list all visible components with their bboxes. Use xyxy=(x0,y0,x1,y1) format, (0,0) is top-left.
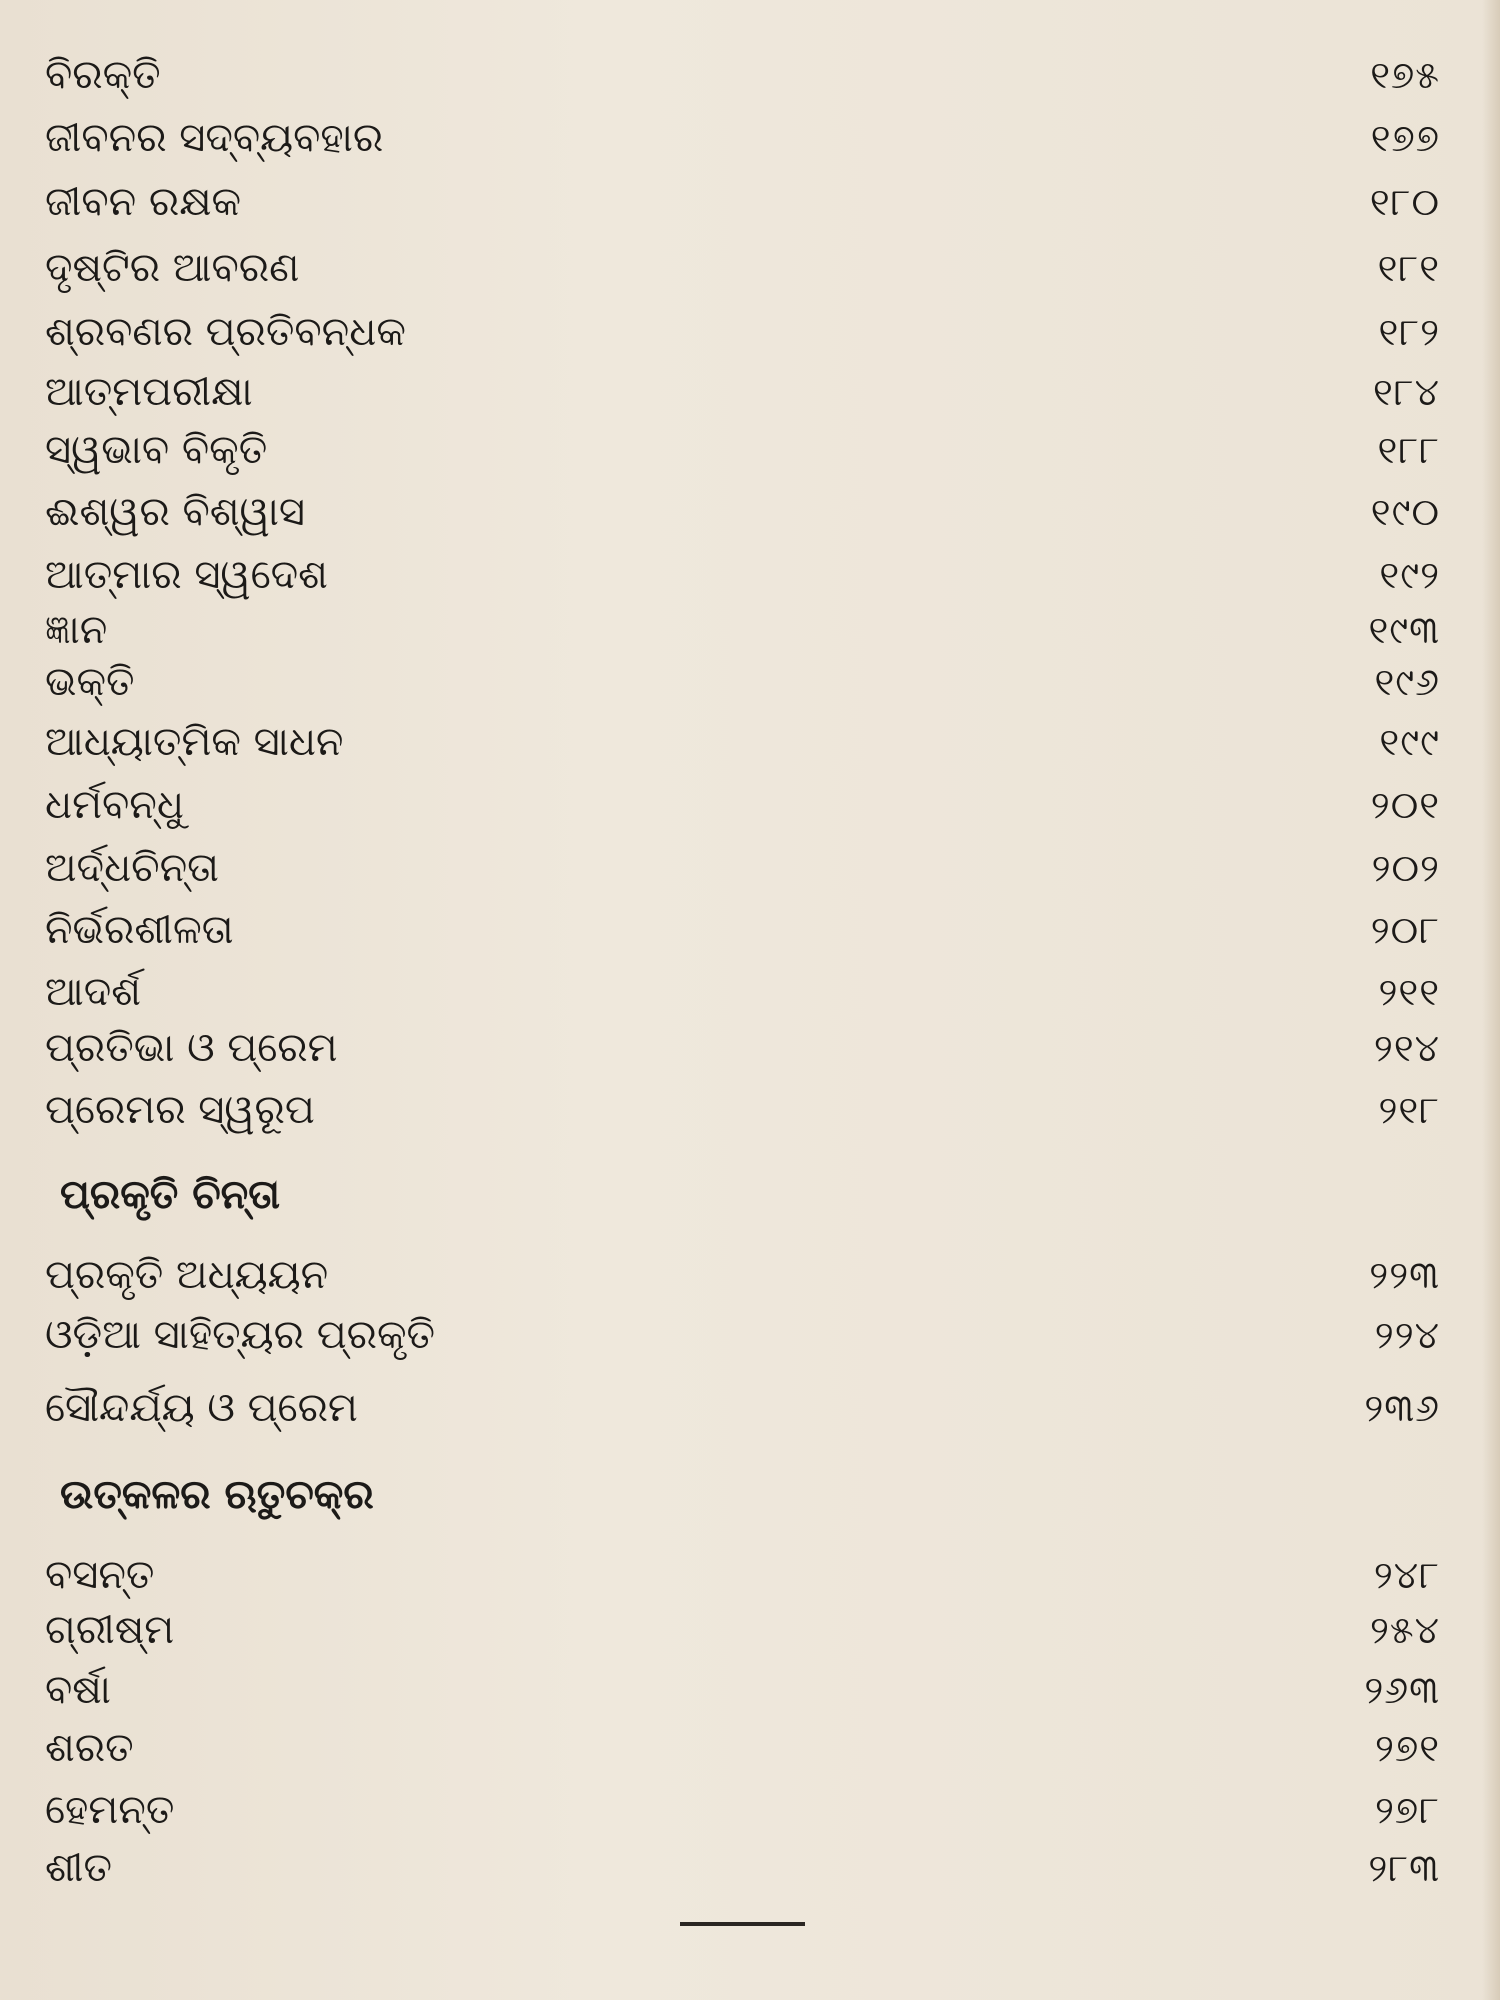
toc-entry-title: ପ୍ରକୃତି ଅଧ୍ୟୟନ xyxy=(45,1252,329,1298)
toc-entry[interactable] xyxy=(0,362,1500,422)
toc-entry[interactable] xyxy=(0,1018,1500,1078)
toc-entry-page: ୨୨୩ xyxy=(1369,1253,1440,1297)
toc-entry-page: ୨୦୨ xyxy=(1371,846,1440,890)
section-heading-text: ପ୍ରକୃତି ଚିନ୍ତା xyxy=(60,1172,281,1218)
toc-entry[interactable] xyxy=(0,838,1500,898)
toc-entry-page: ୨୬୩ xyxy=(1364,1668,1440,1712)
toc-entry-title: ଧର୍ମବନ୍ଧୁ xyxy=(45,782,184,828)
toc-entry[interactable] xyxy=(0,1600,1500,1660)
toc-entry-page: ୧୭୫ xyxy=(1370,53,1440,97)
toc-entry-page: ୧୮୪ xyxy=(1373,370,1440,414)
section-heading xyxy=(0,1165,1500,1225)
toc-entry-page: ୨୨୪ xyxy=(1374,1313,1440,1357)
toc-entry[interactable] xyxy=(0,1718,1500,1778)
toc-entry-title: ହେମନ୍ତ xyxy=(45,1787,175,1833)
toc-entry[interactable] xyxy=(0,1378,1500,1438)
toc-entry-title: ଓଡ଼ିଆ ସାହିତ୍ୟର ପ୍ରକୃତି xyxy=(45,1312,436,1358)
end-rule xyxy=(680,1922,805,1926)
section-heading-text: ଉତ୍କଳର ଋତୁଚକ୍ର xyxy=(60,1472,374,1518)
toc-entry-title: ଶରତ xyxy=(45,1725,134,1771)
toc-entry[interactable] xyxy=(0,600,1500,660)
toc-entry-title: ବସନ୍ତ xyxy=(45,1552,155,1598)
toc-entry-title: ଗ୍ରୀଷ୍ମ xyxy=(45,1607,175,1653)
toc-entry[interactable] xyxy=(0,238,1500,298)
toc-entry[interactable] xyxy=(0,775,1500,835)
toc-entry[interactable] xyxy=(0,652,1500,712)
toc-entry-page: ୧୮୨ xyxy=(1378,310,1440,354)
toc-entry[interactable] xyxy=(0,962,1500,1022)
toc-entry-page: ୨୩୬ xyxy=(1364,1386,1440,1430)
toc-entry-page: ୧୯୯ xyxy=(1379,720,1440,764)
toc-entry[interactable] xyxy=(0,1660,1500,1720)
toc-entry-title: ସ୍ୱଭାବ ବିକୃତି xyxy=(45,427,268,473)
toc-entry[interactable] xyxy=(0,302,1500,362)
toc-entry[interactable] xyxy=(0,1780,1500,1840)
toc-entry[interactable] xyxy=(0,545,1500,605)
toc-entry-title: ଜ୍ଞାନ xyxy=(45,607,108,653)
toc-entry[interactable] xyxy=(0,1080,1500,1140)
toc-entry-title: ପ୍ରେମର ସ୍ୱରୂପ xyxy=(45,1087,315,1133)
toc-entry-page: ୧୮୮ xyxy=(1377,428,1440,472)
toc-entry-title: ଜୀବନ ରକ୍ଷକ xyxy=(45,179,242,225)
toc-entry-title: ଅର୍ଦ୍ଧଚିନ୍ତା xyxy=(45,845,219,891)
toc-entry[interactable] xyxy=(0,1838,1500,1898)
toc-entry-page: ୨୦୮ xyxy=(1370,908,1440,952)
toc-entry[interactable] xyxy=(0,1545,1500,1605)
toc-entry-page: ୨୦୧ xyxy=(1370,783,1440,827)
toc-entry-title: ଆତ୍ମାର ସ୍ୱଦେଶ xyxy=(45,552,328,598)
toc-entry-page: ୧୭୭ xyxy=(1370,116,1440,160)
toc-entry-title: ଆଧ୍ୟାତ୍ମିକ ସାଧନ xyxy=(45,719,344,765)
toc-entry[interactable] xyxy=(0,172,1500,232)
toc-entry[interactable] xyxy=(0,900,1500,960)
toc-entry[interactable] xyxy=(0,1305,1500,1365)
toc-entry[interactable] xyxy=(0,45,1500,105)
toc-entry-title: ପ୍ରତିଭା ଓ ପ୍ରେମ xyxy=(45,1025,338,1071)
toc-entry-title: ଶୀତ xyxy=(45,1845,112,1891)
toc-entry-page: ୨୫୪ xyxy=(1370,1608,1440,1652)
toc-entry[interactable] xyxy=(0,1245,1500,1305)
toc-entry-title: ବିରକ୍ତି xyxy=(45,52,161,98)
toc-entry-page: ୨୭୮ xyxy=(1374,1788,1440,1832)
toc-entry-title: ଦୃଷ୍ଟିର ଆବରଣ xyxy=(45,245,300,291)
section-heading xyxy=(0,1465,1500,1525)
toc-entry[interactable] xyxy=(0,712,1500,772)
toc-entry-title: ନିର୍ଭରଶୀଳତା xyxy=(45,907,234,953)
toc-entry-page: ୧୮୦ xyxy=(1369,180,1440,224)
toc-entry-title: ଈଶ୍ୱର ବିଶ୍ୱାସ xyxy=(45,489,305,535)
toc-entry-title: ଶ୍ରବଣର ପ୍ରତିବନ୍ଧକ xyxy=(45,309,406,355)
toc-entry-page: ୧୯୬ xyxy=(1374,660,1440,704)
toc-entry-title: ଆଦର୍ଶ xyxy=(45,969,141,1015)
toc-entry-title: ଭକ୍ତି xyxy=(45,659,135,705)
toc-entry-page: ୧୮୧ xyxy=(1377,246,1440,290)
toc-entry[interactable] xyxy=(0,482,1500,542)
toc-entry-title: ଆତ୍ମପରୀକ୍ଷା xyxy=(45,369,253,415)
toc-entry-page: ୨୮୩ xyxy=(1368,1846,1440,1890)
toc-entry-title: ସୌନ୍ଦର୍ଯ୍ୟ ଓ ପ୍ରେମ xyxy=(45,1385,358,1431)
toc-entry-page: ୨୧୧ xyxy=(1378,970,1440,1014)
toc-entry-title: ଜୀବନର ସଦ୍‌ବ୍ୟବହାର xyxy=(45,115,384,161)
toc-entry-title: ବର୍ଷା xyxy=(45,1667,111,1713)
toc-entry-page: ୧୯୦ xyxy=(1370,490,1440,534)
toc-entry-page: ୨୭୧ xyxy=(1375,1726,1440,1770)
toc-entry-page: ୧୯୩ xyxy=(1368,608,1440,652)
toc-entry-page: ୨୧୮ xyxy=(1378,1088,1440,1132)
toc-entry-page: ୧୯୨ xyxy=(1379,553,1440,597)
toc-entry-page: ୨୪୮ xyxy=(1373,1553,1440,1597)
toc-entry[interactable] xyxy=(0,420,1500,480)
toc-entry-page: ୨୧୪ xyxy=(1373,1026,1440,1070)
toc-entry[interactable] xyxy=(0,108,1500,168)
